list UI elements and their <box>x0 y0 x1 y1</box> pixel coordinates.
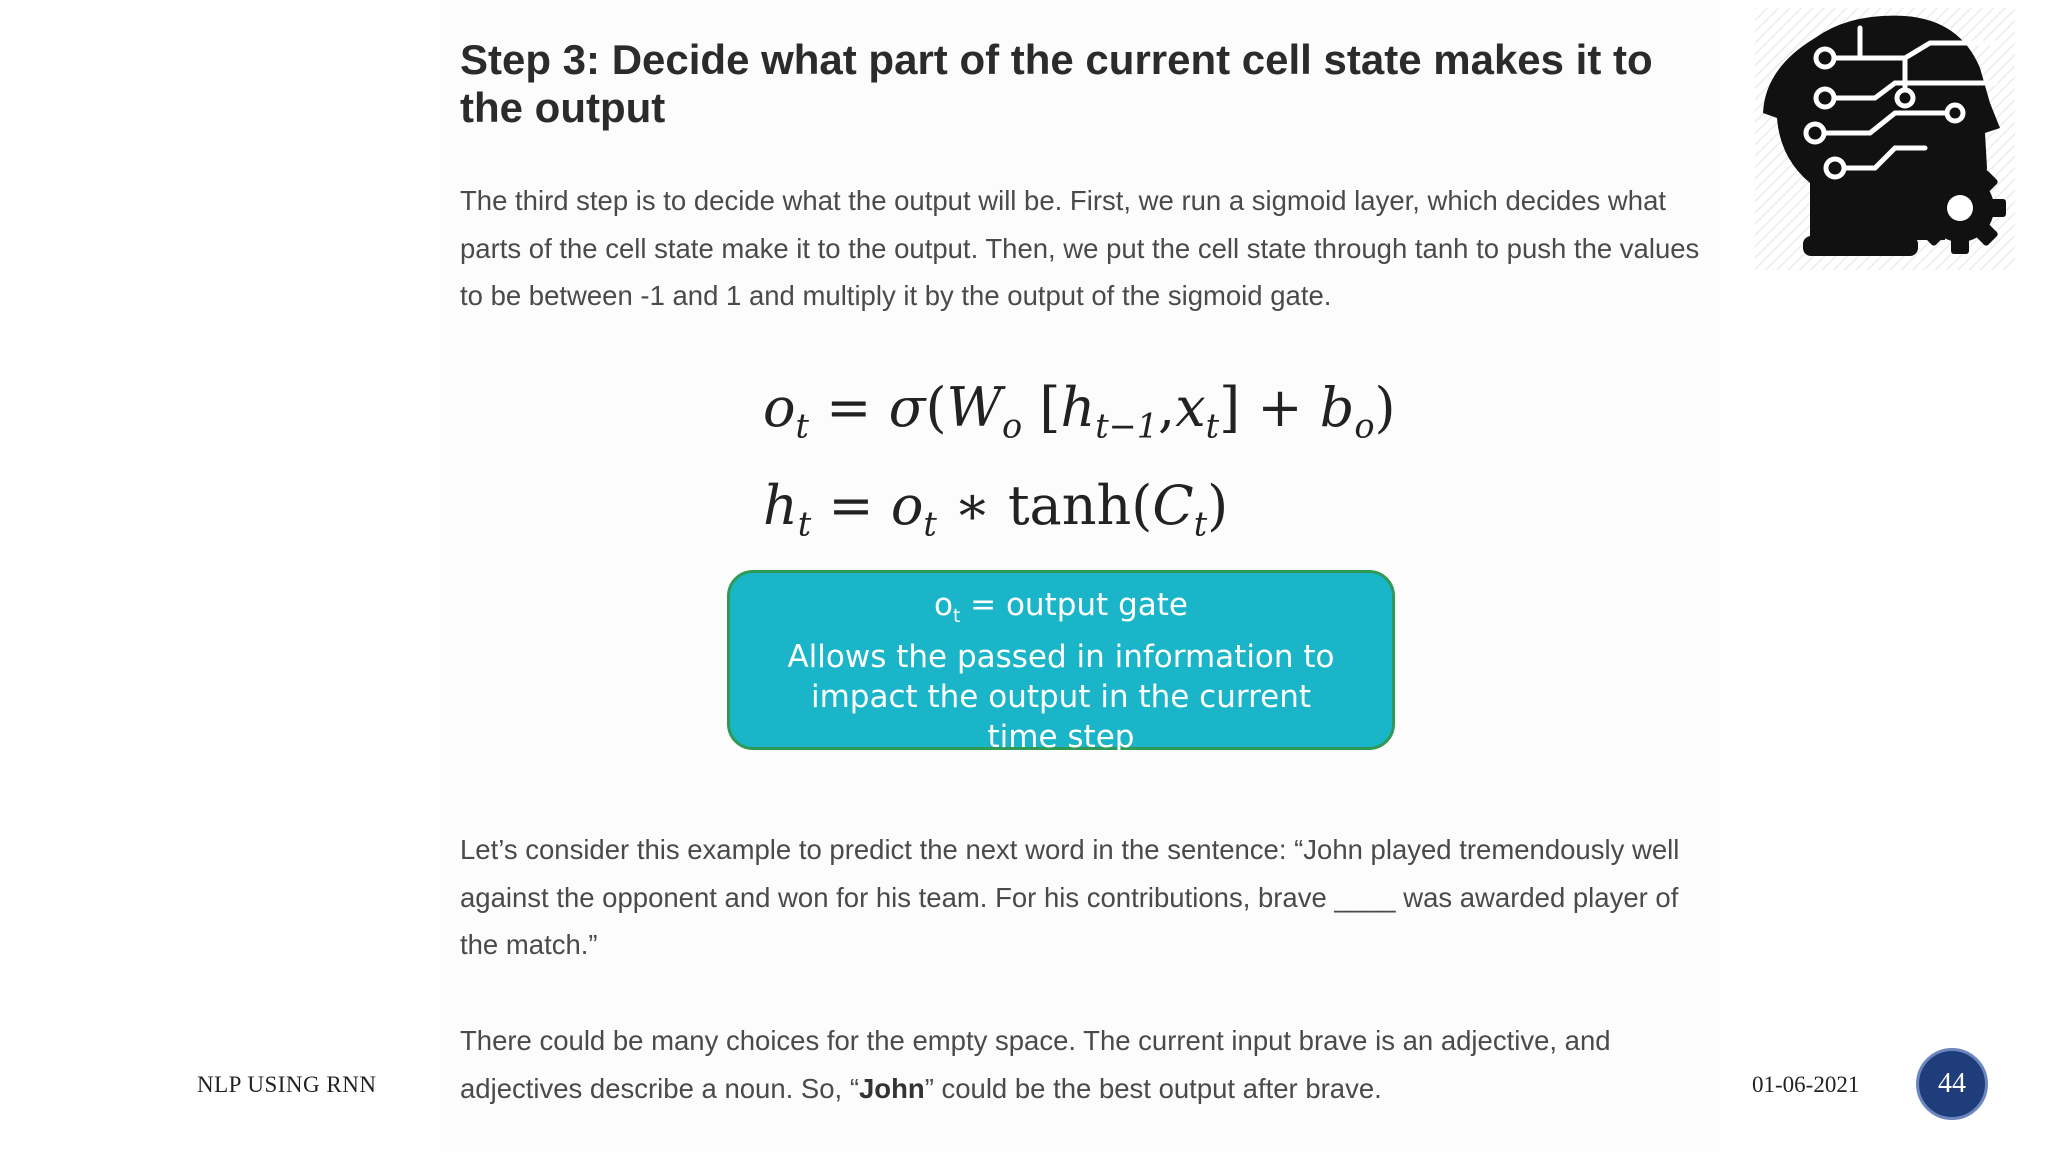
ai-head-circuit-gear-icon <box>1755 8 2015 270</box>
footer-date: 01-06-2021 <box>1752 1072 1860 1097</box>
gate-definition: $o_t$ = output gate <box>934 587 1188 628</box>
highlighted-word: John <box>858 1072 925 1104</box>
intro-paragraph: The third step is to decide what the output will be. First, we run a sigmoid layer, which decides what parts of the cell state make it to the output. Then, we put the cell state through tanh to push the values to be between -1 and 1 and multiply it by the output of the sigmoid gate. <box>460 185 1700 311</box>
page-number-badge: 44 <box>1916 1048 1988 1120</box>
gate-description-line: Allows the passed in information to <box>787 639 1335 676</box>
output-gate-callout <box>727 570 1395 756</box>
output-gate-equation: $o_t = \sigma(W_o$ $[h_{t-1},x_t] + b_o$) <box>763 376 1396 446</box>
hidden-state-equation: $h_t = o_t$ ∗ $\tanh(C_t)$ <box>763 474 1229 544</box>
footer-course-title: NLP USING RNN <box>197 1072 377 1097</box>
conclusion-paragraph: There could be many choices for the empty space. The current input brave is an adjective, and adjectives describe a noun. So, “John” could be the best output after brave. <box>460 1025 1611 1104</box>
gate-description-line: impact the output in the current <box>810 679 1312 716</box>
example-paragraph: Let’s consider this example to predict the next word in the sentence: “John played tremendously well against the opponent and won for his team. For his contributions, brave ____ was awarded player of the match.” <box>460 834 1680 960</box>
gate-description-line: time step <box>987 719 1135 756</box>
step-title: Step 3: Decide what part of the current cell state makes it to the output <box>460 36 1653 131</box>
